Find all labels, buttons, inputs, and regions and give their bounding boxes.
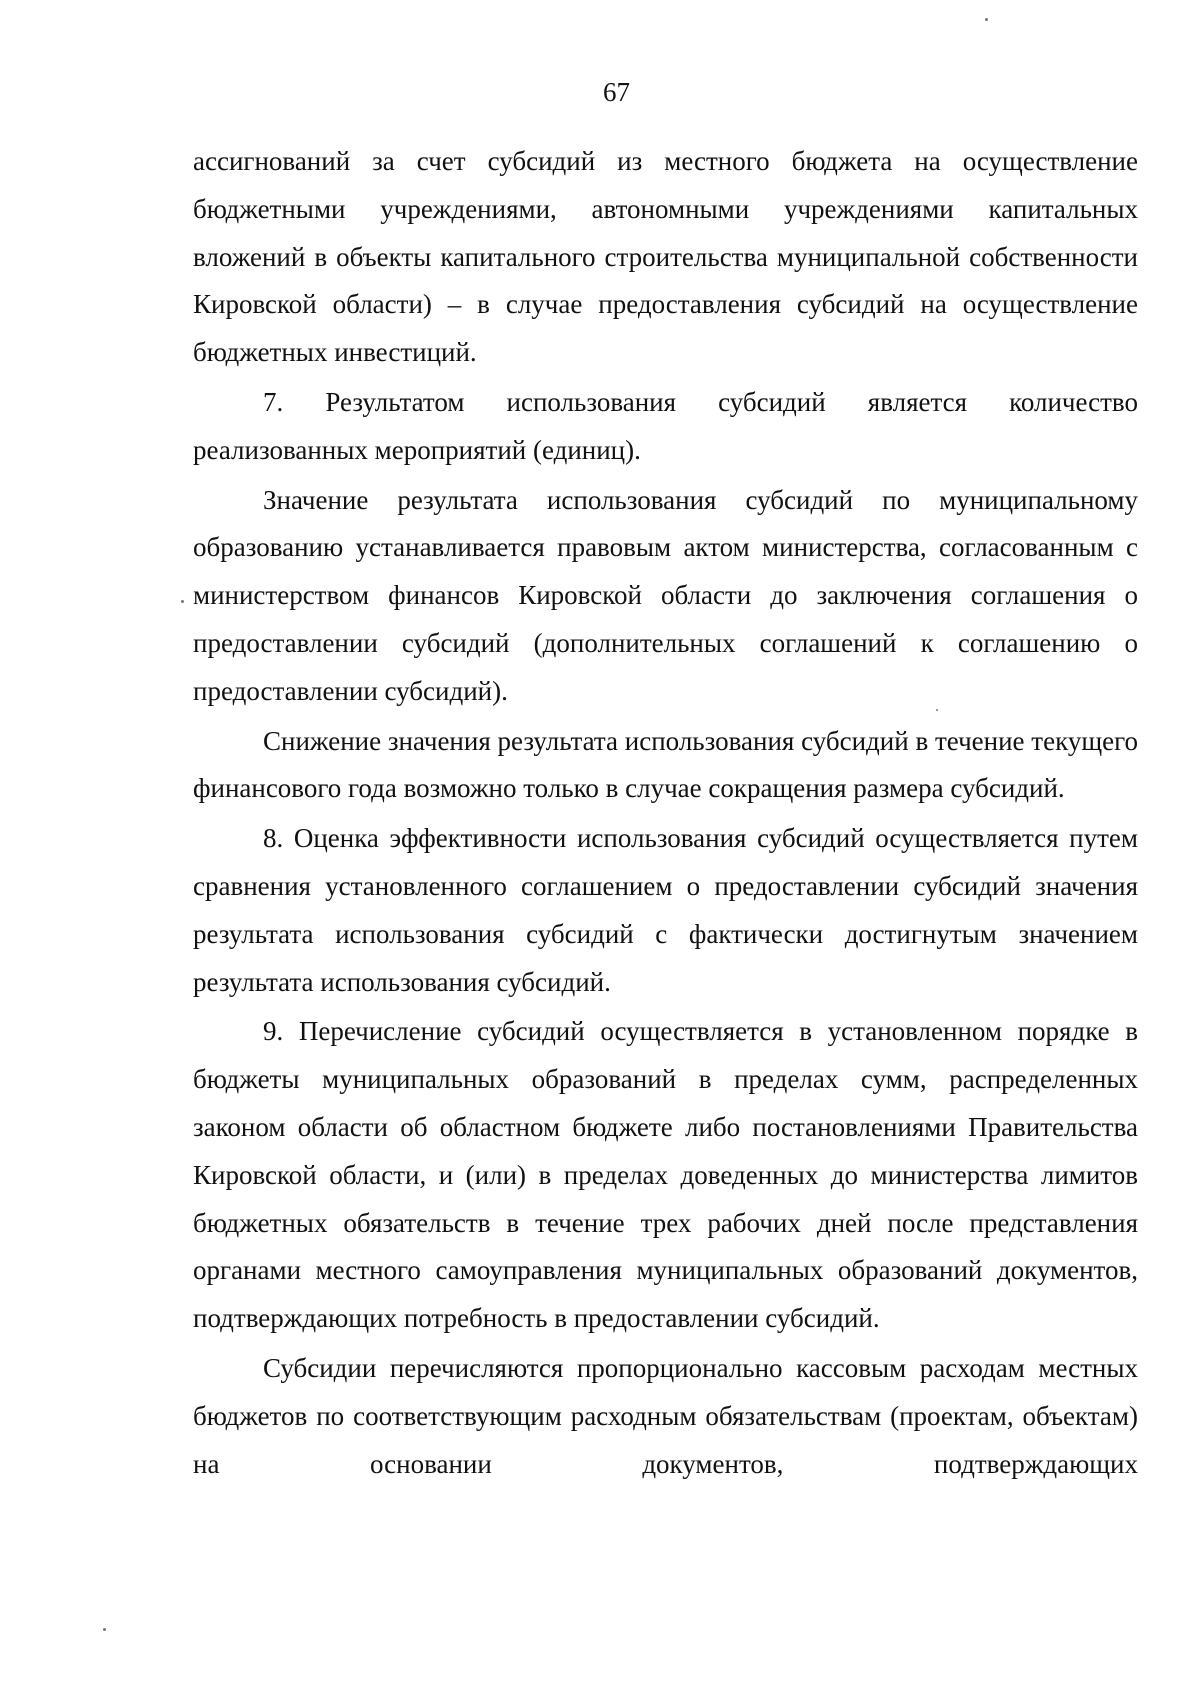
paragraph-result-value: Значение результата использования субсидий по муниципальному образованию устанавливается правовым актом министерства, согласованным с министерством финансов Кировской области до заключения соглашения о предоставлении субсидий (дополнительных соглашений к соглашению о предоставлении субсидий). [193, 484, 1138, 706]
paragraph-item-8: 8. Оценка эффективности использования субсидий осуществляется путем сравнения установленного соглашением о предоставлении субсидий значения результата использования субсидий с фактически достигнутым значением результата использования субсидий. [193, 823, 1138, 997]
scan-speck [936, 709, 938, 711]
page-number: 67 [603, 77, 630, 107]
scan-speck [181, 600, 184, 603]
paragraph-item-7: 7. Результатом использования субсидий является количество реализованных мероприятий (единиц). [193, 386, 1138, 465]
paragraph-continuation: ассигнований за счет субсидий из местного бюджета на осуществление бюджетными учреждениями, автономными учреждениями капитальных вложений в объекты капитального строительства муниципальной собственности Кировской области) – в случае предоставления субсидий на осуществление бюджетных инвестиций. [193, 146, 1138, 368]
paragraph-subsidy-transfer: Субсидии перечисляются пропорционально кассовым расходам местных бюджетов по соответствующим расходным обязательствам (проектам, объектам) на основании документов, подтверждающих [193, 1352, 1138, 1479]
paragraph-item-9: 9. Перечисление субсидий осуществляется в установленном порядке в бюджеты муниципальных образований в пределах сумм, распределенных законом области об областном бюджете либо постановлениями Правительства Кировской области, и (или) в пределах доведенных до министерства лимитов бюджетных обязательств в течение трех рабочих дней после представления органами местного самоуправления муниципальных образований документов, подтверждающих потребность в предоставлении субсидий. [193, 1016, 1138, 1334]
document-body [193, 138, 1138, 1488]
paragraph-result-reduction: Снижение значения результата использования субсидий в течение текущего финансового года возможно только в случае сокращения размера субсидий. [193, 725, 1138, 804]
scan-speck [103, 1628, 106, 1631]
scan-speck [985, 18, 988, 21]
